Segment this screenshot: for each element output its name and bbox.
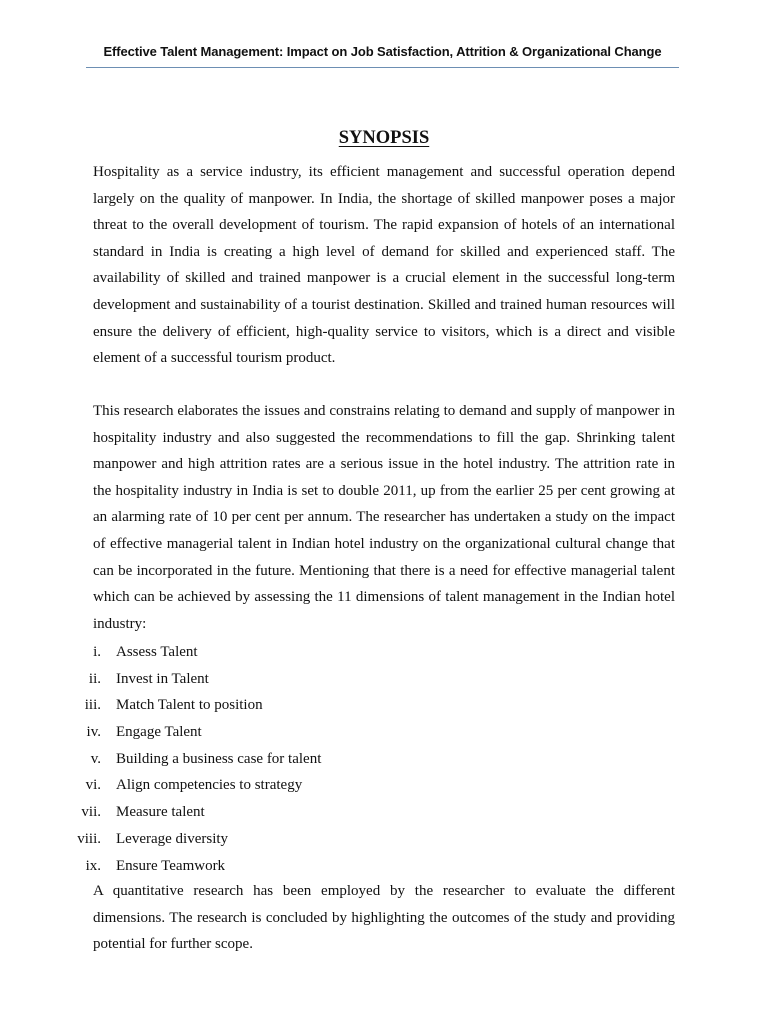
paragraph-intro: Hospitality as a service industry, its efficient management and successful operation depend largely on the quality of manpower. In India, the shortage of skilled manpower poses a major threat to the overall development of tourism. The rapid expansion of hotels of an international standard in India is creating a high level of demand for skilled and experienced staff. The availability of skilled and trained manpower is a crucial element in the successful long-term development and sustainability of a tourist destination. Skilled and trained human resources will ensure the delivery of efficient, high-quality service to visitors, which is a direct and visible element of a successful tourism product. bbox=[93, 164, 675, 367]
list-item-number: vi. bbox=[85, 777, 101, 794]
list-item-text: Match Talent to position bbox=[116, 697, 263, 714]
running-header: Effective Talent Management: Impact on Job Satisfaction, Attrition & Organizational Change bbox=[103, 44, 662, 59]
list-item bbox=[0, 799, 768, 826]
list-item bbox=[0, 853, 768, 880]
list-item-number: vii. bbox=[81, 804, 101, 821]
list-item bbox=[0, 826, 768, 853]
list-item-number: viii. bbox=[77, 830, 101, 847]
list-item-number: ii. bbox=[88, 670, 101, 687]
list-item-text: Building a business case for talent bbox=[116, 750, 322, 767]
list-item-text: Align competencies to strategy bbox=[116, 777, 303, 794]
paragraph-conclusion: A quantitative research has been employed by the researcher to evaluate the different dimensions. The research is concluded by highlighting the outcomes of the study and providing potential for further scope. bbox=[93, 883, 675, 953]
list-item-number: v. bbox=[90, 750, 101, 767]
list-item-number: iii. bbox=[84, 697, 101, 714]
list-item-text: Ensure Teamwork bbox=[116, 857, 226, 874]
list-item-text: Invest in Talent bbox=[116, 670, 209, 687]
list-item bbox=[0, 772, 768, 799]
list-item-text: Leverage diversity bbox=[116, 830, 229, 847]
dimensions-list bbox=[0, 639, 768, 879]
list-item-number: iv. bbox=[86, 724, 101, 741]
list-item bbox=[0, 639, 768, 666]
paragraph-research: This research elaborates the issues and constrains relating to demand and supply of manpower in hospitality industry and also suggested the recommendations to fill the gap. Shrinking talent manpower and high attrition rates are a serious issue in the hotel industry. The attrition rate in the hospitality industry in India is set to double 2011, up from the earlier 25 per cent growing at an alarming rate of 10 per cent per annum. The researcher has undertaken a study on the impact of effective managerial talent in Indian hotel industry on the organizational cultural change that can be incorporated in the future. Mentioning that there is a need for effective managerial talent which can be achieved by assessing the 11 dimensions of talent management in the Indian hotel industry: bbox=[93, 403, 675, 632]
list-item bbox=[0, 692, 768, 719]
list-item-text: Assess Talent bbox=[116, 644, 198, 660]
list-item-text: Engage Talent bbox=[116, 724, 202, 741]
list-item-text: Measure talent bbox=[116, 804, 205, 821]
list-item-number: ix. bbox=[85, 857, 101, 874]
list-item bbox=[0, 719, 768, 746]
section-title: SYNOPSIS bbox=[338, 128, 430, 148]
list-item bbox=[0, 746, 768, 773]
header-divider bbox=[86, 67, 679, 68]
list-item-number: i. bbox=[93, 644, 101, 660]
list-item bbox=[0, 666, 768, 693]
